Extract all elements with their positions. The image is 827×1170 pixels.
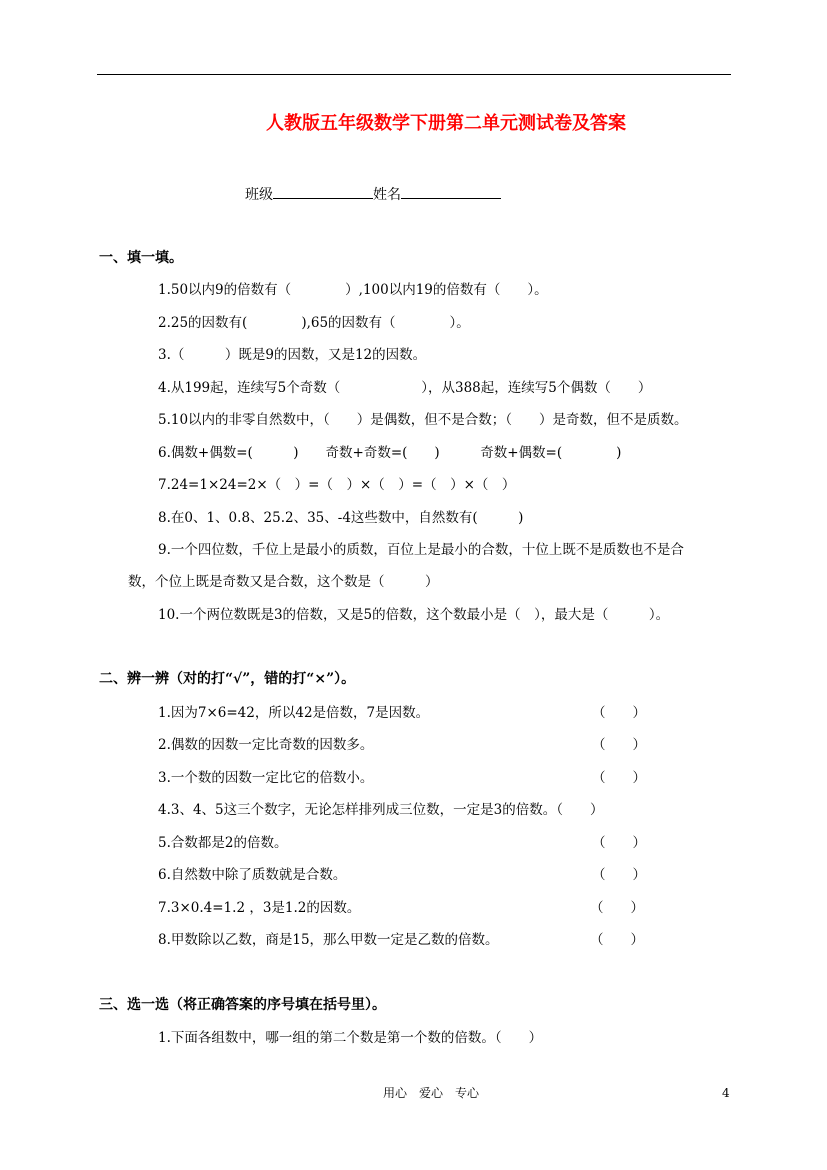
s1-question-2: 2.25的因数有( ),65的因数有（ ）。 <box>158 315 470 331</box>
s2-answer-paren: （ ） <box>592 705 646 721</box>
s2-answer-paren: （ ） <box>590 932 644 948</box>
name-label: 姓名 <box>373 187 401 203</box>
footer-motto: 用心 爱心 专心 <box>382 1086 479 1100</box>
s1-question-5: 5.10以内的非零自然数中，（ ）是偶数，但不是合数；（ ）是奇数，但不是质数。 <box>158 412 688 428</box>
s2-answer-paren: （ ） <box>592 737 646 753</box>
s2-answer-paren: （ ） <box>590 900 644 916</box>
s1-question-1: 1.50以内9的倍数有（ ）,100以内19的倍数有（ ）。 <box>158 282 548 298</box>
s2-answer-paren: （ ） <box>592 867 646 883</box>
s2-item: 1.因为7×6=42，所以42是倍数，7是因数。 <box>158 705 430 721</box>
s2-answer-paren: （ ） <box>592 835 646 851</box>
s1-question-3: 3.（ ）既是9的因数，又是12的因数。 <box>158 347 427 363</box>
page-title: 人教版五年级数学下册第二单元测试卷及答案 <box>266 113 626 134</box>
name-blank <box>401 184 501 199</box>
s1-question-6: 6.偶数+偶数=( ) 奇数+奇数=( ) 奇数+偶数=( ) <box>158 445 622 461</box>
s1-question-9-line-1: 9.一个四位数，千位上是最小的质数，百位上是最小的合数，十位上既不是质数也不是合 <box>158 542 684 558</box>
s2-item: 6.自然数中除了质数就是合数。 <box>158 867 347 883</box>
s2-item: 7.3×0.4=1.2 ，3是1.2的因数。 <box>158 900 361 916</box>
s2-answer-paren: （ ） <box>592 770 646 786</box>
s2-item: 8.甲数除以乙数，商是15，那么甲数一定是乙数的倍数。 <box>158 932 499 948</box>
s1-question-7: 7.24=1×24=2×（ ）=（ ）×（ ）=（ ）×（ ） <box>158 477 516 493</box>
s3-question-1: 1.下面各组数中，哪一组的第二个数是第一个数的倍数。（ ） <box>158 1030 543 1046</box>
header-rule <box>97 74 731 75</box>
section-3-heading: 三、选一选（将正确答案的序号填在括号里）。 <box>99 997 386 1013</box>
s1-question-8: 8.在0、1、0.8、25.2、35、-4这些数中，自然数有( ) <box>158 510 524 526</box>
section-1-heading: 一、填一填。 <box>99 250 183 266</box>
class-blank <box>273 184 373 199</box>
s1-question-10: 10.一个两位数既是3的倍数，又是5的倍数，这个数最小是（ ），最大是（ ）。 <box>158 607 670 623</box>
s2-item: 2.偶数的因数一定比奇数的因数多。 <box>158 737 374 753</box>
s1-question-9-line-2: 数，个位上既是奇数又是合数，这个数是（ ） <box>128 574 439 590</box>
page-number: 4 <box>722 1086 730 1100</box>
class-name-line <box>245 184 501 205</box>
s2-item: 5.合数都是2的倍数。 <box>158 835 288 851</box>
section-2-heading: 二、辨一辨（对的打“√”，错的打“×”）。 <box>99 671 356 687</box>
s2-item: 4.3、4、5这三个数字，无论怎样排列成三位数，一定是3的倍数。（ ） <box>158 802 604 818</box>
s1-question-4: 4.从199起，连续写5个奇数（ ），从388起，连续写5个偶数（ ） <box>158 380 652 396</box>
s2-item: 3.一个数的因数一定比它的倍数小。 <box>158 770 374 786</box>
class-label: 班级 <box>245 187 273 203</box>
